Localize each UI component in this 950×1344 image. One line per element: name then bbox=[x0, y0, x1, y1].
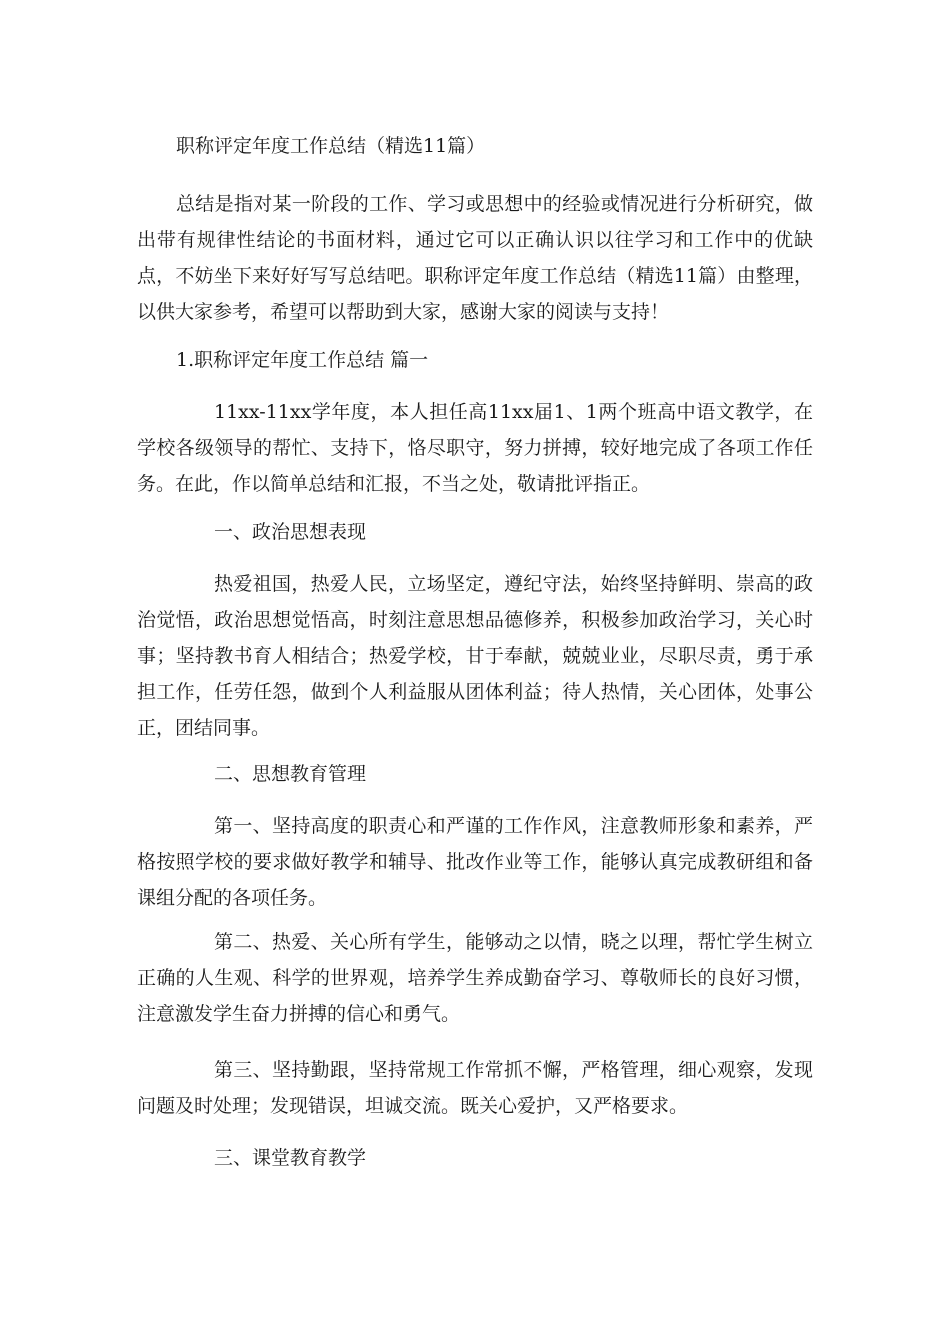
third-point-paragraph: 第三、坚持勤跟，坚持常规工作常抓不懈，严格管理，细心观察，发现问题及时处理；发现错误，坦诚交流。既关心爱护，又严格要求。 bbox=[137, 1059, 813, 1117]
intro-paragraph: 总结是指对某一阶段的工作、学习或思想中的经验或情况进行分析研究，做出带有规律性结论的书面材料，通过它可以正确认识以往学习和工作中的优缺点，不妨坐下来好好写写总结吧。职称评定年度工作总结（精选11篇）由整理，以供大家参考，希望可以帮助到大家，感谢大家的阅读与支持！ bbox=[137, 193, 813, 323]
heading-management: 二、思想教育管理 bbox=[214, 763, 367, 785]
section-heading-1: 1.职称评定年度工作总结 篇一 bbox=[176, 349, 429, 371]
heading-politics: 一、政治思想表现 bbox=[214, 521, 367, 543]
politics-paragraph: 热爱祖国，热爱人民，立场坚定，遵纪守法，始终坚持鲜明、崇高的政治觉悟，政治思想觉悟高，时刻注意思想品德修养，积极参加政治学习，关心时事；坚持教书育人相结合；热爱学校，甘于奉献，兢兢业业，尽职尽责，勇于承担工作，任劳任怨，做到个人利益服从团体利益；待人热情，关心团体，处事公正，团结同事。 bbox=[137, 573, 813, 739]
second-point-paragraph: 第二、热爱、关心所有学生，能够动之以情，晓之以理，帮忙学生树立正确的人生观、科学的世界观，培养学生养成勤奋学习、尊敬师长的良好习惯，注意激发学生奋力拼搏的信心和勇气。 bbox=[137, 931, 813, 1025]
opening-paragraph: 11xx-11xx学年度，本人担任高11xx届1、1两个班高中语文教学，在学校各级领导的帮忙、支持下，恪尽职守，努力拼搏，较好地完成了各项工作任务。在此，作以简单总结和汇报，不当之处，敬请批评指正。 bbox=[137, 401, 813, 495]
first-point-paragraph: 第一、坚持高度的职责心和严谨的工作作风，注意教师形象和素养，严格按照学校的要求做好教学和辅导、批改作业等工作，能够认真完成教研组和备课组分配的各项任务。 bbox=[137, 815, 813, 909]
heading-classroom: 三、课堂教育教学 bbox=[214, 1147, 367, 1169]
document-title: 职称评定年度工作总结（精选11篇） bbox=[176, 135, 486, 157]
